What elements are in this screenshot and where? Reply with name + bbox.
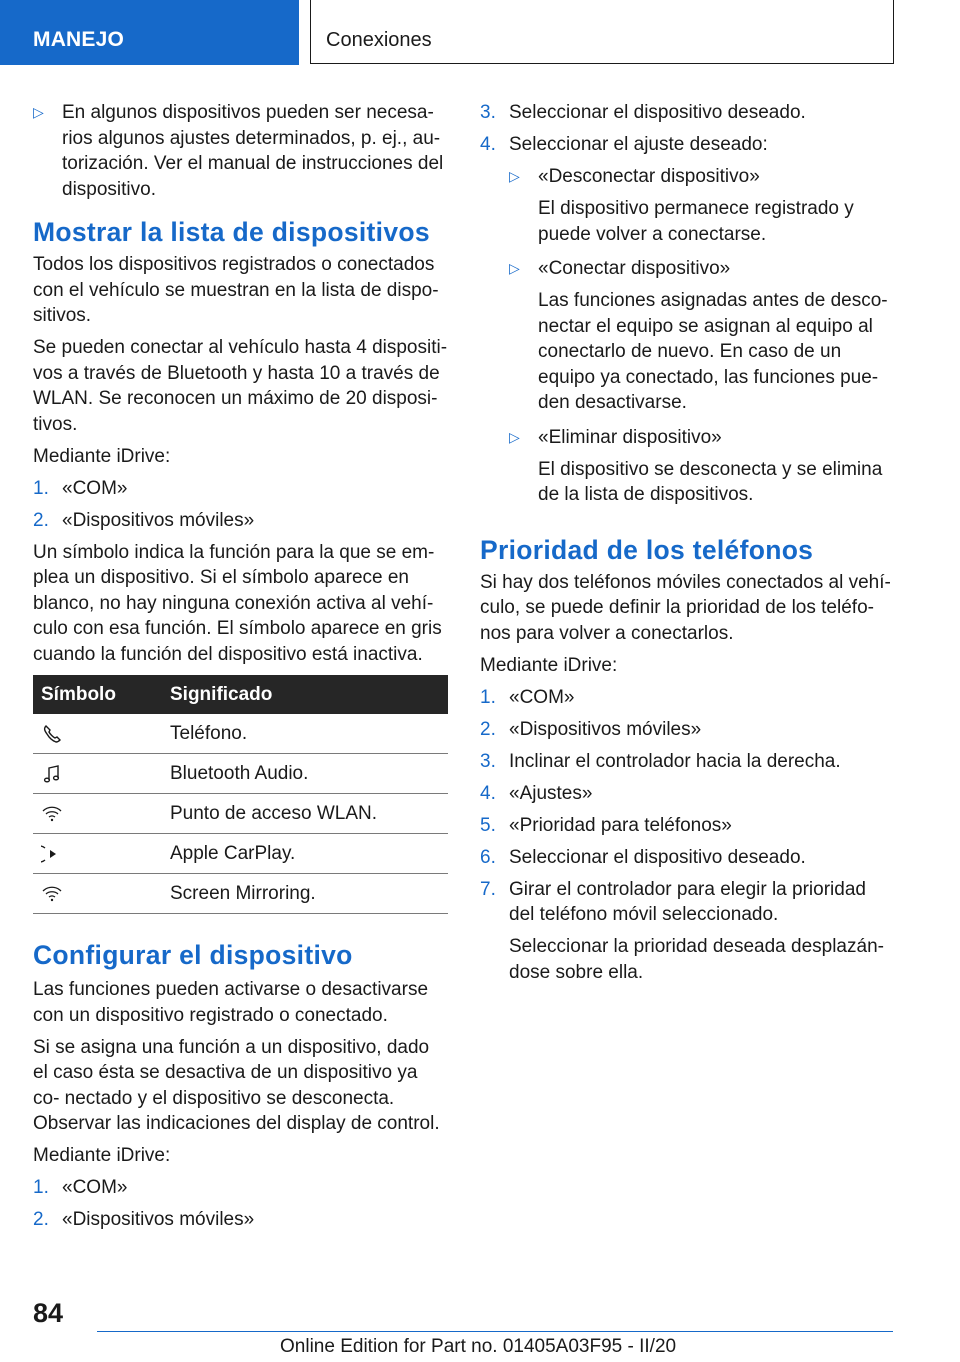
table-row — [33, 714, 448, 754]
step-note: Seleccionar la prioridad deseada desplazán- dose sobre ella. — [509, 936, 884, 983]
step-number: 1. — [480, 686, 496, 708]
option-description: Las funciones asignadas antes de desco- nectar el equipo se asignan al equipo al conectarlo de nuevo. En caso de un equipo ya conectado, las funciones pue- den desactivarse. — [538, 290, 888, 413]
option-bullet — [480, 164, 895, 190]
step-text: «Prioridad para teléfonos» — [509, 814, 732, 836]
option-title: «Eliminar dispositivo» — [538, 426, 722, 448]
table-row — [33, 834, 448, 874]
triangle-bullet-icon: ▷ — [509, 428, 520, 445]
step-number: 2. — [33, 509, 49, 531]
right-column — [480, 100, 895, 992]
step-item — [33, 508, 448, 534]
edition-footer: Online Edition for Part no. 01405A03F95 - II/20 — [280, 1336, 677, 1357]
option-bullet — [480, 256, 895, 282]
table-row — [33, 754, 448, 794]
phone-icon — [41, 723, 63, 745]
left-column — [33, 100, 448, 1239]
step-text: Inclinar el controlador hacia la derecha. — [509, 750, 841, 772]
table-header-row — [33, 675, 448, 714]
step-number: 4. — [480, 782, 496, 804]
step-item — [33, 1175, 448, 1201]
note-bullet — [33, 100, 448, 202]
step-item — [480, 100, 895, 126]
table-row — [33, 794, 448, 834]
option-title: «Conectar dispositivo» — [538, 258, 731, 279]
table-header-meaning: Significado — [170, 675, 448, 714]
step-item — [480, 845, 895, 871]
step-item — [480, 877, 895, 928]
paragraph: Las funciones pueden activarse o desactivarse con un dispositivo registrado o conectado. — [33, 979, 429, 1026]
step-number: 6. — [480, 846, 496, 868]
step-item — [480, 813, 895, 839]
chapter-box — [310, 0, 894, 64]
step-text: «Dispositivos móviles» — [62, 1209, 255, 1230]
step-item — [480, 132, 895, 158]
paragraph: Mediante iDrive: — [33, 1145, 171, 1166]
triangle-bullet-icon: ▷ — [509, 260, 520, 276]
table-header-symbol: Símbolo — [33, 675, 170, 714]
step-number: 3. — [480, 102, 496, 123]
heading-device-list: Mostrar la lista de dispositivos — [33, 217, 430, 247]
step-number: 2. — [33, 1209, 49, 1230]
note-text: En algunos dispositivos pueden ser necesa- rios algunos ajustes determinados, p. ej., au- torización. Ver el manual de instrucciones del dispositivo. — [62, 102, 444, 200]
step-text: Seleccionar el ajuste deseado: — [509, 134, 768, 155]
step-text: Girar el controlador para elegir la prioridad del teléfono móvil seleccionado. — [509, 878, 866, 925]
option-description: El dispositivo permanece registrado y puede volver a conectarse. — [538, 198, 854, 245]
step-text: «Dispositivos móviles» — [62, 509, 255, 531]
step-number: 4. — [480, 134, 496, 155]
step-text: «Dispositivos móviles» — [509, 718, 702, 740]
step-item — [33, 1207, 448, 1233]
option-bullet — [480, 425, 895, 451]
wifi-icon — [41, 803, 63, 825]
heading-configure-device: Configurar el dispositivo — [33, 940, 353, 970]
step-number: 5. — [480, 814, 496, 836]
table-row — [33, 874, 448, 914]
step-number: 3. — [480, 750, 496, 772]
step-text: Seleccionar el dispositivo deseado. — [509, 846, 806, 868]
table-cell-meaning: Screen Mirroring. — [170, 874, 448, 914]
step-item — [480, 685, 895, 711]
paragraph: Mediante iDrive: — [33, 445, 171, 467]
table-cell-meaning: Punto de acceso WLAN. — [170, 794, 448, 834]
triangle-bullet-icon: ▷ — [509, 168, 520, 184]
triangle-bullet-icon: ▷ — [33, 104, 44, 120]
step-item — [480, 717, 895, 743]
option-title: «Desconectar dispositivo» — [538, 166, 760, 187]
step-text: «COM» — [509, 686, 575, 708]
table-cell-meaning: Apple CarPlay. — [170, 834, 448, 874]
option-description: El dispositivo se desconecta y se elimina de la lista de dispositivos. — [538, 458, 883, 505]
table-cell-meaning: Bluetooth Audio. — [170, 754, 448, 794]
paragraph: Se pueden conectar al vehículo hasta 4 dispositi- vos a través de Bluetooth y hasta 10 a través de WLAN. Se reconocen un máximo de 20 disposi- tivos. — [33, 337, 448, 435]
music-note-icon — [41, 763, 63, 785]
paragraph: Un símbolo indica la función para la que se em- plea un dispositivo. Si el símbolo aparece en blanco, no hay ninguna conexión activa al vehí- culo con esa función. El símbolo aparece en gris cuando la función del dispositivo está inactiva. — [33, 541, 442, 665]
section-title: MANEJO — [33, 28, 125, 51]
step-number: 1. — [33, 1177, 49, 1198]
heading-phone-priority: Prioridad de los teléfonos — [480, 534, 814, 565]
chapter-title: Conexiones — [326, 29, 432, 51]
step-text: «Ajustes» — [509, 782, 593, 804]
section-tab — [0, 0, 299, 65]
step-number: 1. — [33, 477, 49, 499]
symbol-table — [33, 675, 448, 914]
step-text: «COM» — [62, 477, 128, 499]
step-text: Seleccionar el dispositivo deseado. — [509, 102, 806, 123]
carplay-icon — [41, 843, 63, 865]
paragraph: Todos los dispositivos registrados o conectados con el vehículo se muestran en la lista de dispo- sitivos. — [33, 254, 439, 326]
paragraph: Si hay dos teléfonos móviles conectados al vehí- culo, se puede definir la prioridad de los teléfo- nos para volver a conectarlos. — [480, 571, 891, 644]
step-item — [480, 781, 895, 807]
step-text: «COM» — [62, 1177, 128, 1198]
step-item — [480, 749, 895, 775]
step-item — [33, 476, 448, 502]
paragraph: Si se asigna una función a un dispositivo, dado el caso ésta se desactiva de un dispositivo ya co- nectado y el dispositivo se desconecta. Observar las indicaciones del display de control. — [33, 1036, 440, 1134]
page-number: 84 — [33, 1298, 64, 1328]
step-number: 2. — [480, 718, 496, 740]
table-cell-meaning: Teléfono. — [170, 714, 448, 754]
step-number: 7. — [480, 878, 496, 900]
paragraph: Mediante iDrive: — [480, 654, 618, 676]
footer-divider — [97, 1331, 893, 1332]
wifi-icon — [41, 883, 63, 905]
